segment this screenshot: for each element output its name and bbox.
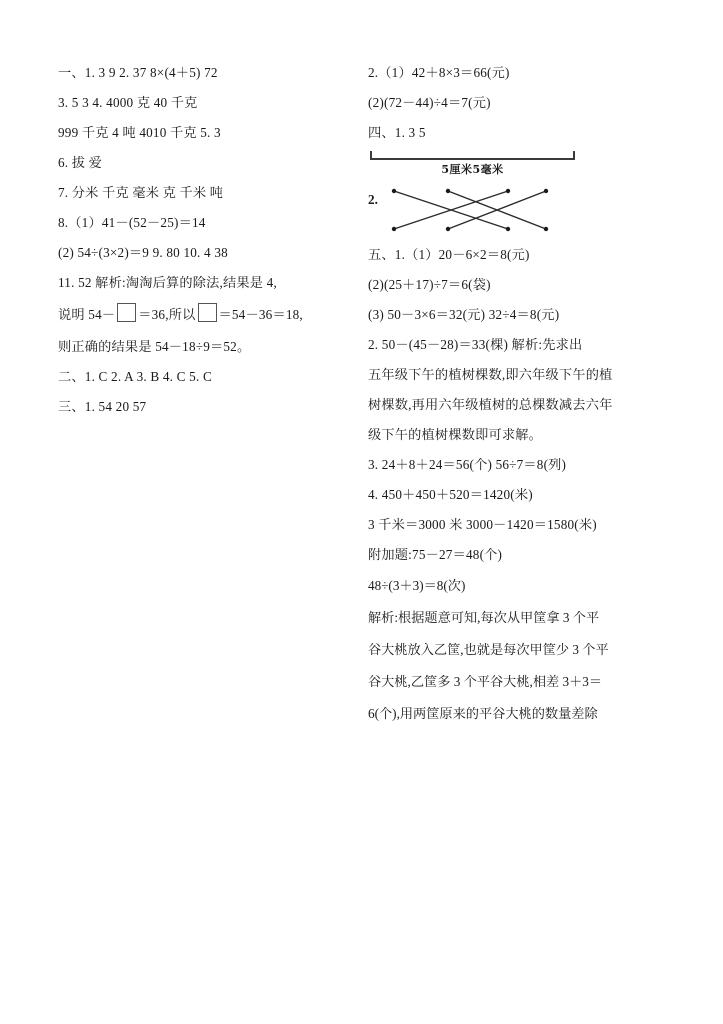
matching-point-dot	[392, 189, 396, 193]
answer-line: 3. 5 3 4. 4000 克 40 千克	[58, 95, 198, 110]
matching-point-dot	[446, 227, 450, 231]
answer-line: 四、1. 3 5	[368, 125, 426, 140]
matching-point-dot	[544, 227, 548, 231]
answer-line: 树棵数,再用六年级植树的总棵数减去六年	[368, 397, 613, 412]
measurement-bar	[370, 158, 575, 160]
answer-line: 6. 拔 爱	[58, 155, 103, 170]
length-measurement-figure	[368, 148, 678, 182]
left-answer-column	[58, 58, 368, 422]
matching-point-dot	[446, 189, 450, 193]
answer-line: 级下午的植树棵数即可求解。	[368, 427, 543, 442]
answer-line: 999 千克 4 吨 4010 千克 5. 3	[58, 125, 221, 140]
answer-line: (3) 50－3×6＝32(元) 32÷4＝8(元)	[368, 307, 560, 322]
matching-point-dot	[392, 227, 396, 231]
answer-line-with-blank-boxes	[58, 298, 368, 332]
right-answer-column	[368, 58, 678, 730]
answer-line: (2) 54÷(3×2)＝9 9. 80 10. 4 38	[58, 245, 228, 260]
answer-line: (2)(25＋17)÷7＝6(袋)	[368, 277, 491, 292]
matching-point-dot	[544, 189, 548, 193]
answer-line: 谷大桃,乙筐多 3 个平谷大桃,相差 3＋3＝	[368, 674, 603, 689]
answer-line: 一、1. 3 9 2. 37 8×(4＋5) 72	[58, 65, 218, 80]
answer-line: 8.（1）41－(52－25)＝14	[58, 215, 206, 230]
blank-answer-box	[117, 303, 136, 322]
answer-line: 11. 52 解析:淘淘后算的除法,结果是 4,	[58, 275, 277, 290]
matching-point-dot	[506, 227, 510, 231]
answer-line: 二、1. C 2. A 3. B 4. C 5. C	[58, 369, 212, 384]
answer-line: 五年级下午的植树棵数,即六年级下午的植	[368, 367, 613, 382]
answer-line: (2)(72－44)÷4＝7(元)	[368, 95, 491, 110]
answer-line: 3 千米＝3000 米 3000－1420＝1580(米)	[368, 517, 597, 532]
blank-answer-box	[198, 303, 217, 322]
answer-line: 三、1. 54 20 57	[58, 399, 147, 414]
answer-line: 6(个),用两筐原来的平谷大桃的数量差除	[368, 706, 598, 721]
answer-text-fragment: ＝36,所以	[138, 307, 196, 322]
answer-line: 五、1.（1）20－6×2＝8(元)	[368, 247, 530, 262]
answer-text-fragment: 说明 54－	[58, 307, 116, 322]
measurement-end-tick-left	[370, 151, 372, 160]
figure-item-number: 2.	[368, 192, 378, 207]
matching-lines-svg	[386, 182, 561, 240]
matching-point-dot	[506, 189, 510, 193]
measurement-end-tick-right	[573, 151, 575, 160]
answer-line: 4. 450＋450＋520＝1420(米)	[368, 487, 533, 502]
answer-line: 48÷(3＋3)＝8(次)	[368, 578, 466, 593]
answer-line: 解析:根据题意可知,每次从甲筐拿 3 个平	[368, 610, 600, 625]
answer-line: 2.（1）42＋8×3＝66(元)	[368, 65, 510, 80]
answer-line: 附加题:75－27＝48(个)	[368, 547, 503, 562]
answer-line: 谷大桃放入乙筐,也就是每次甲筐少 3 个平	[368, 642, 609, 657]
matching-lines-figure	[368, 182, 678, 240]
answer-line: 2. 50－(45－28)＝33(棵) 解析:先求出	[368, 337, 583, 352]
answer-text-fragment: ＝54－36＝18,	[218, 307, 303, 322]
measurement-label: 5厘米5毫米	[441, 163, 504, 176]
answer-line: 7. 分米 千克 毫米 克 千米 吨	[58, 185, 224, 200]
answer-line: 则正确的结果是 54－18÷9＝52。	[58, 339, 251, 354]
answer-line: 3. 24＋8＋24＝56(个) 56÷7＝8(列)	[368, 457, 567, 472]
